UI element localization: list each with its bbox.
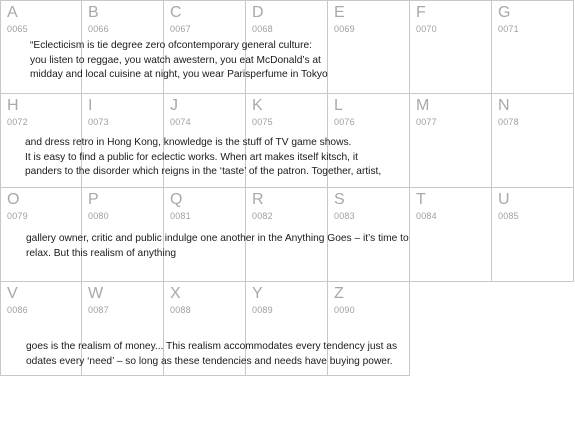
glyph-letter: T bbox=[416, 191, 426, 208]
glyph-letter: R bbox=[252, 191, 264, 208]
glyph-letter: B bbox=[88, 4, 99, 21]
glyph-letter: G bbox=[498, 4, 511, 21]
glyph-code: 0079 bbox=[7, 211, 28, 221]
glyph-letter: H bbox=[7, 97, 19, 114]
glyph-cell-f bbox=[410, 0, 492, 94]
glyph-code: 0080 bbox=[88, 211, 109, 221]
text-passage bbox=[30, 39, 328, 83]
glyph-code: 0074 bbox=[170, 117, 191, 127]
glyph-letter: Q bbox=[170, 191, 183, 208]
glyph-cell-u bbox=[492, 188, 574, 282]
text-passage bbox=[26, 340, 397, 369]
text-line: “Eclecticism is tie degree zero ofcontemporary general culture: bbox=[30, 40, 312, 51]
text-line: and dress retro in Hong Kong, knowledge is the stuff of TV game shows. bbox=[25, 137, 352, 148]
glyph-code: 0071 bbox=[498, 24, 519, 34]
glyph-letter: I bbox=[88, 97, 93, 114]
text-line: odates every ‘need’ – so long as these tendencies and needs have buying power. bbox=[26, 355, 393, 367]
glyph-letter: N bbox=[498, 97, 510, 114]
glyph-code: 0077 bbox=[416, 117, 437, 127]
glyph-letter: V bbox=[7, 285, 18, 302]
text-line: you listen to reggae, you watch awestern, you eat McDonald’s at bbox=[30, 54, 321, 66]
glyph-code: 0076 bbox=[334, 117, 355, 127]
glyph-cell-m bbox=[410, 94, 492, 188]
glyph-code: 0068 bbox=[252, 24, 273, 34]
glyph-letter: K bbox=[252, 97, 263, 114]
glyph-cell-g bbox=[492, 0, 574, 94]
glyph-letter: P bbox=[88, 191, 99, 208]
glyph-code: 0070 bbox=[416, 24, 437, 34]
glyph-letter: F bbox=[416, 4, 426, 21]
glyph-code: 0067 bbox=[170, 24, 191, 34]
text-passage bbox=[25, 136, 381, 180]
glyph-code: 0084 bbox=[416, 211, 437, 221]
glyph-code: 0085 bbox=[498, 211, 519, 221]
glyph-letter: Z bbox=[334, 285, 344, 302]
glyph-letter: S bbox=[334, 191, 345, 208]
text-passage bbox=[26, 232, 409, 261]
text-line: It is easy to find a public for eclectic works. When art makes itself kitsch, it bbox=[25, 151, 358, 163]
glyph-cell-n bbox=[492, 94, 574, 188]
text-line: goes is the realism of money... This realism accommodates every tendency just as bbox=[26, 341, 398, 352]
glyph-code: 0089 bbox=[252, 305, 273, 315]
glyph-code: 0087 bbox=[88, 305, 109, 315]
glyph-letter: C bbox=[170, 4, 182, 21]
glyph-code: 0065 bbox=[7, 24, 28, 34]
glyph-code: 0078 bbox=[498, 117, 519, 127]
glyph-code: 0072 bbox=[7, 117, 28, 127]
text-line: gallery owner, critic and public indulge one another in the Anything Goes – it’s time to bbox=[26, 233, 409, 244]
glyph-letter: D bbox=[252, 4, 264, 21]
glyph-code: 0082 bbox=[252, 211, 273, 221]
glyph-code: 0073 bbox=[88, 117, 109, 127]
glyph-cell-t bbox=[410, 188, 492, 282]
glyph-letter: J bbox=[170, 97, 178, 114]
glyph-code: 0088 bbox=[170, 305, 191, 315]
glyph-letter: L bbox=[334, 97, 343, 114]
glyph-letter: U bbox=[498, 191, 510, 208]
glyph-code: 0086 bbox=[7, 305, 28, 315]
glyph-letter: X bbox=[170, 285, 181, 302]
text-line: panders to the disorder which reigns in the ‘taste’ of the patron. Together, artist, bbox=[25, 166, 382, 178]
glyph-letter: A bbox=[7, 4, 18, 21]
glyph-cell-e bbox=[328, 0, 410, 94]
glyph-letter: E bbox=[334, 4, 345, 21]
glyph-code: 0090 bbox=[334, 305, 355, 315]
glyph-letter: O bbox=[7, 191, 20, 208]
text-line: midday and local cuisine at night, you wear Parisperfume in Tokyo bbox=[30, 69, 328, 81]
glyph-code: 0083 bbox=[334, 211, 355, 221]
glyph-letter: Y bbox=[252, 285, 263, 302]
glyph-code: 0069 bbox=[334, 24, 355, 34]
text-line: relax. But this realism of anything bbox=[26, 247, 177, 259]
glyph-code: 0081 bbox=[170, 211, 191, 221]
glyph-code: 0066 bbox=[88, 24, 109, 34]
glyph-letter: M bbox=[416, 97, 430, 114]
glyph-code: 0075 bbox=[252, 117, 273, 127]
glyph-letter: W bbox=[88, 285, 104, 302]
